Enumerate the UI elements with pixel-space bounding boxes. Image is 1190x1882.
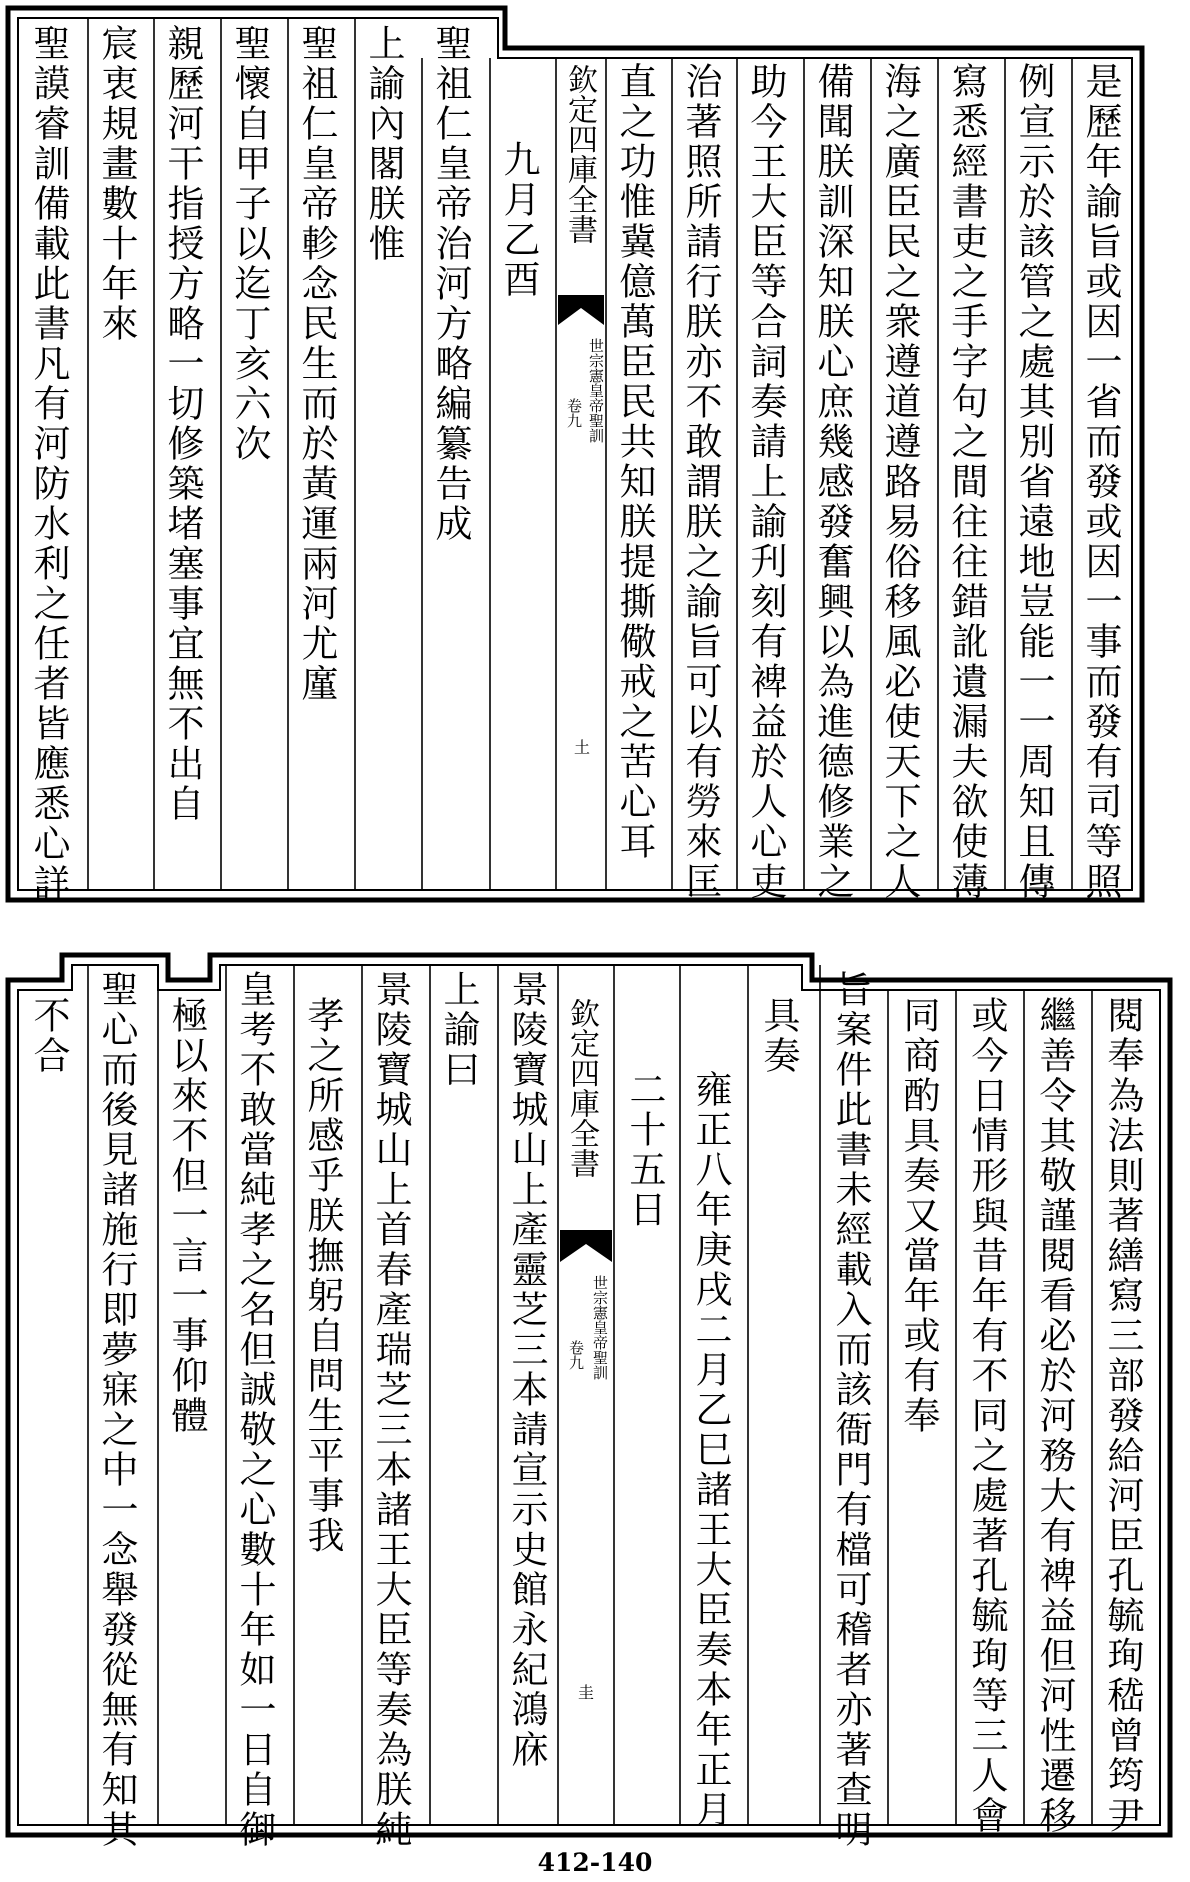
bottom-text-column-9: 景陵寶城山上產靈芝三本請宣示史館永紀鴻庥 bbox=[505, 970, 548, 1770]
bottom-text-column-12: 孝之所感乎朕撫躬自問生平事我 bbox=[301, 996, 344, 1556]
top-text-column-9: 九月乙酉 bbox=[497, 140, 540, 300]
bottom-text-column-13: 皇考不敢當純孝之名但誠敬之心數十年如一日自御 bbox=[233, 970, 276, 1850]
page-number: 412-140 bbox=[537, 1848, 653, 1877]
bottom-text-column-11: 景陵寶城山上首春產瑞芝三本諸王大臣等奏為朕純 bbox=[369, 970, 412, 1850]
top-banner-title: 欽定四庫全書 bbox=[562, 64, 597, 244]
top-text-column-6: 助今王大臣等合詞奏請上諭刋刻有裨益於人心吏 bbox=[744, 62, 787, 902]
bottom-banner-subtitle: 世宗憲皇帝聖訓 bbox=[591, 1275, 609, 1380]
bottom-text-column-16: 不合 bbox=[27, 996, 70, 1076]
top-text-column-14: 親歷河干指授方略一切修築堵塞事宜無不出自 bbox=[161, 24, 204, 824]
fishtail-mark bbox=[558, 295, 604, 325]
bottom-text-column-5: 旨案件此書未經載入而該衙門有檔可稽者亦著查明 bbox=[829, 970, 872, 1850]
bottom-text-column-7: 雍正八年庚戌二月乙巳諸王大臣奏本年正月 bbox=[689, 1070, 732, 1830]
bottom-text-column-4: 同商酌具奏又當年或有奉 bbox=[897, 996, 940, 1436]
top-banner-subtitle: 世宗憲皇帝聖訓 bbox=[587, 338, 605, 443]
top-text-column-2: 例宣示於該管之處其別省遠地豈能一一周知且傳 bbox=[1012, 62, 1055, 902]
bottom-text-column-1: 閱奉為法則著繕寫三部發給河臣孔毓珣嵇曾筠尹 bbox=[1101, 996, 1144, 1836]
bottom-text-column-10: 上諭曰 bbox=[437, 970, 480, 1090]
bottom-text-column-6: 具奏 bbox=[757, 996, 800, 1076]
fishtail-mark-bottom bbox=[560, 1230, 612, 1262]
top-text-column-3: 寫悉經書吏之手字句之間往往錯訛遺漏夫欲使薄 bbox=[945, 62, 988, 902]
top-text-column-15: 宸衷規畫數十年來 bbox=[95, 24, 138, 344]
top-text-column-4: 海之廣臣民之衆遵道遵路易俗移風必使天下之人 bbox=[878, 62, 921, 902]
bottom-text-column-2: 繼善令其敬謹閱看必於河務大有裨益但河性遷移 bbox=[1033, 996, 1076, 1836]
top-banner-volume: 卷九 bbox=[565, 398, 583, 428]
top-leaf-number: 土 bbox=[574, 738, 591, 757]
top-text-column-13: 聖懷自甲子以迄丁亥六次 bbox=[228, 24, 271, 464]
top-text-column-8: 直之功惟冀億萬臣民共知朕提撕儆戒之苦心耳 bbox=[613, 62, 656, 862]
top-text-column-16: 聖謨睿訓備載此書凡有河防水利之任者皆應悉心詳 bbox=[27, 24, 70, 904]
bottom-banner-volume: 卷九 bbox=[567, 1340, 585, 1370]
bottom-text-column-14: 極以來不但一言一事仰體 bbox=[165, 996, 208, 1436]
top-text-column-5: 備聞朕訓深知朕心庶幾感發奮興以為進德修業之 bbox=[811, 62, 854, 902]
bottom-text-column-15: 聖心而後見諸施行即夢寐之中一念舉發從無有知其 bbox=[95, 970, 138, 1850]
top-text-column-1: 是歷年諭旨或因一省而發或因一事而發有司等照 bbox=[1079, 62, 1122, 902]
top-text-column-12: 聖祖仁皇帝軫念民生而於黃運兩河尤廑 bbox=[295, 24, 338, 704]
top-text-column-10: 聖祖仁皇帝治河方略編纂告成 bbox=[429, 24, 472, 544]
bottom-banner-title: 欽定四庫全書 bbox=[564, 998, 599, 1178]
bottom-leaf-number: 圭 bbox=[578, 1683, 595, 1702]
top-text-column-7: 治著照所請行朕亦不敢謂朕之諭旨可以有勞來匡 bbox=[679, 62, 722, 902]
bottom-text-column-8: 二十五日 bbox=[623, 1070, 666, 1230]
top-text-column-11: 上諭內閣朕惟 bbox=[362, 24, 405, 264]
bottom-text-column-3: 或今日情形與昔年有不同之處著孔毓珣等三人會 bbox=[965, 996, 1008, 1836]
